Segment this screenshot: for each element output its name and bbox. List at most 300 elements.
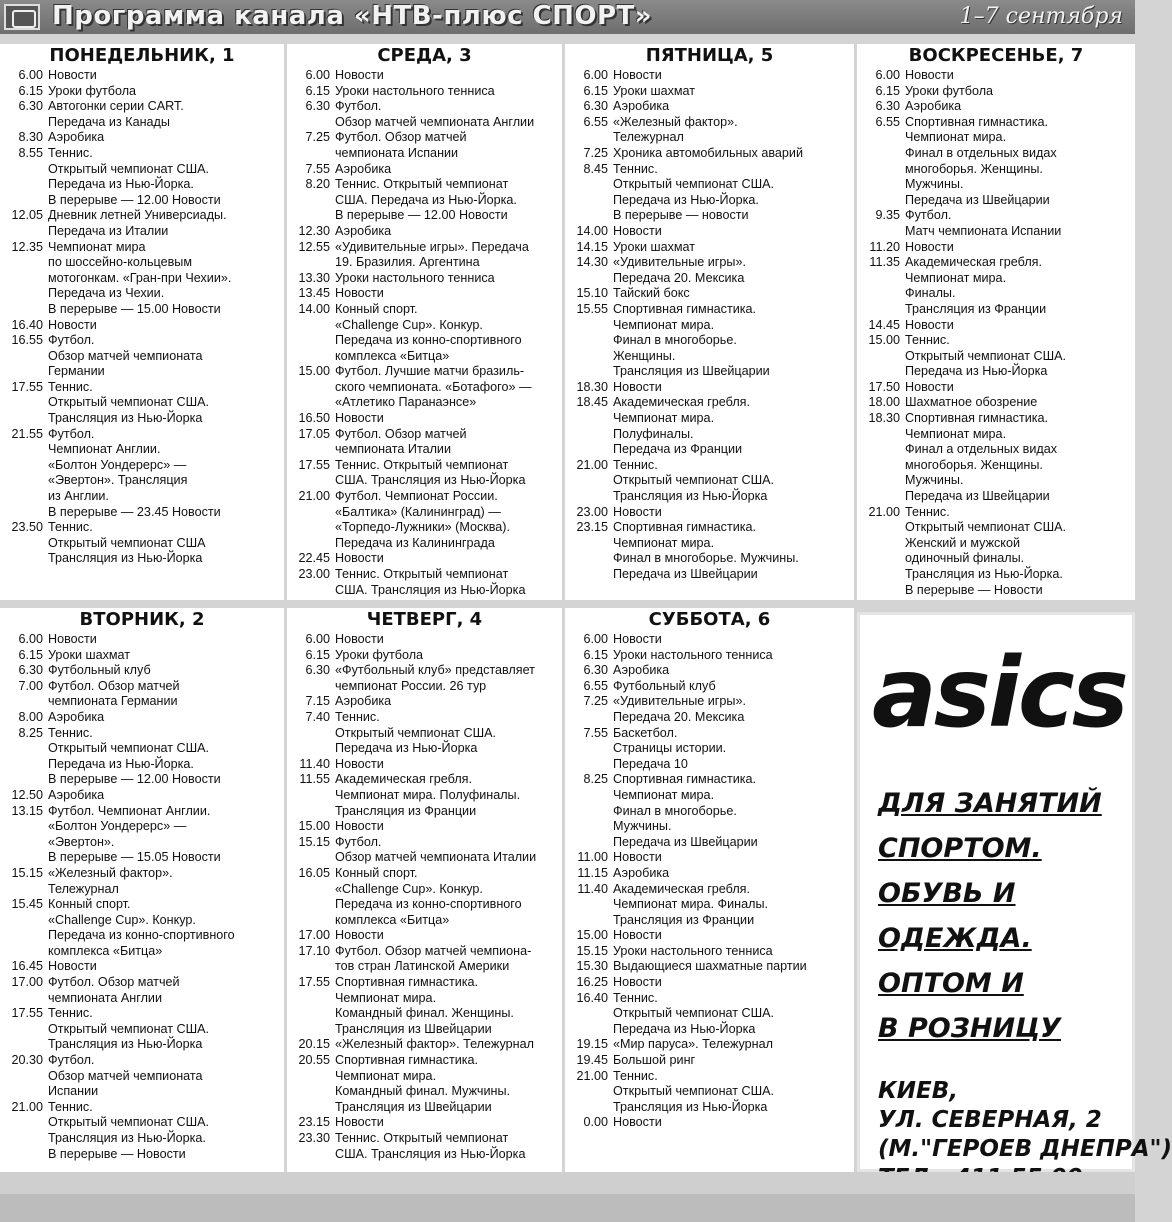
program-time: 6.15 — [875, 83, 900, 98]
ad-line: ОДЕЖДА. — [878, 923, 1032, 954]
program-title: Новости — [48, 632, 97, 646]
program-time: 21.55 — [11, 426, 43, 441]
ad-address-line: КИЕВ, — [878, 1078, 959, 1104]
program-time: 7.25 — [583, 694, 608, 709]
program-item — [857, 318, 1135, 334]
program-item — [565, 663, 854, 679]
program-time: 17.50 — [868, 379, 900, 394]
program-item — [0, 208, 284, 239]
program-title: Уроки настольного тенниса — [613, 647, 773, 662]
program-item — [565, 975, 854, 991]
program-title: Новости — [613, 632, 662, 646]
program-item — [287, 1131, 562, 1162]
program-time: 0.00 — [583, 1115, 608, 1130]
program-item — [287, 551, 562, 567]
program-title: Футбольный клуб — [613, 678, 716, 693]
program-title: Новости — [335, 411, 384, 426]
program-list — [287, 632, 562, 1162]
program-item — [857, 395, 1135, 411]
program-title: Уроки футбола — [335, 647, 424, 662]
footer-bar — [0, 1194, 1135, 1222]
program-title: Уроки настольного тенниса — [335, 270, 495, 285]
program-title: Хроника автомобильных аварий — [613, 145, 803, 160]
program-item — [0, 648, 284, 664]
program-time: 18.00 — [868, 395, 900, 410]
program-item — [0, 710, 284, 726]
program-item — [565, 380, 854, 396]
program-time: 16.05 — [298, 865, 330, 880]
program-list — [0, 68, 284, 567]
program-title: Спортивная гимнастика. Чемпионат мира. Командный финал. Женщины. Трансляция из Швейцарии — [335, 975, 514, 1036]
program-time: 11.35 — [869, 255, 900, 270]
program-time: 6.00 — [18, 632, 43, 646]
program-item — [287, 364, 562, 411]
program-item — [565, 1037, 854, 1053]
program-item — [0, 897, 284, 959]
program-time: 18.45 — [576, 395, 608, 410]
program-item — [565, 520, 854, 582]
program-title: Новости — [335, 1115, 384, 1130]
program-time: 20.55 — [298, 1053, 330, 1068]
program-time: 22.45 — [298, 551, 330, 566]
program-time: 12.55 — [298, 239, 330, 254]
program-title: Теннис. Открытый чемпионат США. Передача из Нью-Йорка. В перерыве — 12.00 Новости — [48, 725, 221, 787]
program-time: 21.00 — [576, 1068, 608, 1083]
program-title: Теннис. Открытый чемпионат США. Трансляция из Нью-Йорка — [335, 567, 526, 597]
program-item — [857, 255, 1135, 317]
program-title: Уроки футбола — [48, 83, 137, 98]
program-item — [287, 489, 562, 551]
program-item — [565, 240, 854, 256]
program-title: «Удивительные игры». Передача 20. Мексика — [613, 255, 746, 285]
asics-logo: asics — [872, 637, 1126, 749]
program-title: «Удивительные игры». Передача 20. Мексика — [613, 694, 746, 724]
program-time: 11.40 — [577, 881, 608, 896]
program-item — [857, 505, 1135, 599]
program-time: 15.55 — [576, 301, 608, 316]
program-title: Новости — [48, 959, 97, 974]
program-item — [565, 648, 854, 664]
program-title: Уроки настольного тенниса — [613, 943, 773, 958]
program-item — [565, 286, 854, 302]
program-time: 13.15 — [11, 803, 43, 818]
program-time: 6.15 — [583, 647, 608, 662]
program-title: Спортивная гимнастика. Чемпионат мира. Финал в многоборье. Мужчины. Передача из Швейцарии — [613, 772, 758, 849]
program-time: 23.30 — [298, 1131, 330, 1145]
program-title: Аэробика — [613, 663, 670, 678]
program-title: Футбол. Чемпионат Англии. «Болтон Уондерерс» — «Эвертон». В перерыве — 15.05 Новости — [48, 803, 221, 865]
program-time: 7.00 — [18, 678, 43, 693]
program-item — [0, 663, 284, 679]
program-title: Спортивная гимнастика. Чемпионат мира. Командный финал. Мужчины. Трансляция из Швейцарии — [335, 1053, 511, 1114]
program-item — [287, 866, 562, 928]
program-time: 6.30 — [875, 99, 900, 114]
day-title: ВТОРНИК, 2 — [79, 609, 205, 630]
program-title: Футбол. Матч чемпионата Испании — [905, 208, 1062, 238]
program-item — [287, 130, 562, 161]
day-column-wednesday — [287, 44, 562, 600]
program-item — [287, 1053, 562, 1115]
program-item — [565, 146, 854, 162]
program-time: 12.30 — [298, 223, 330, 238]
program-time: 23.00 — [298, 567, 330, 581]
program-item — [565, 632, 854, 648]
program-time: 21.00 — [576, 457, 608, 472]
program-item — [0, 380, 284, 427]
program-time: 6.55 — [875, 114, 900, 129]
program-item — [0, 84, 284, 100]
program-title: Уроки шахмат — [48, 647, 131, 662]
program-title: Новости — [335, 928, 384, 943]
program-item — [565, 866, 854, 882]
program-time: 14.00 — [298, 301, 330, 316]
program-title: Новости — [48, 317, 97, 332]
program-item — [287, 632, 562, 648]
program-title: Теннис. Открытый чемпионат США. Трансляция из Нью-Йорка — [48, 1006, 210, 1052]
program-item — [565, 694, 854, 725]
program-item — [0, 632, 284, 648]
program-title: Новости — [905, 379, 954, 394]
program-time: 17.55 — [298, 975, 330, 990]
program-title: Новости — [613, 504, 662, 519]
program-item — [565, 726, 854, 773]
program-time: 19.45 — [576, 1053, 608, 1068]
program-time: 15.00 — [298, 819, 330, 834]
program-item — [0, 1100, 284, 1162]
program-title: Новости — [905, 239, 954, 254]
program-time: 16.45 — [11, 959, 43, 974]
program-time: 6.30 — [305, 99, 330, 114]
program-time: 20.30 — [11, 1053, 43, 1068]
program-title: «Железный фактор». Тележурнал — [335, 1037, 534, 1052]
program-item — [565, 991, 854, 1038]
day-title: СРЕДА, 3 — [377, 45, 472, 66]
program-title: Уроки настольного тенниса — [335, 83, 495, 98]
program-title: Теннис. Открытый чемпионат США. Трансляция из Нью-Йорка — [335, 457, 526, 488]
program-item — [287, 240, 562, 271]
program-title: Футбол. Обзор матчей чемпионата Италии — [335, 834, 537, 865]
program-title: Дневник летней Универсиады. Передача из Италии — [48, 208, 227, 238]
program-time: 20.15 — [298, 1037, 330, 1052]
program-item — [0, 1053, 284, 1100]
program-time: 7.25 — [305, 130, 330, 145]
program-item — [565, 1053, 854, 1069]
program-title: Футбол. Обзор матчей чемпиона- тов стран Латинской Америки — [335, 943, 532, 974]
program-item — [565, 224, 854, 240]
program-item — [565, 255, 854, 286]
program-title: Новости — [613, 223, 662, 238]
program-time: 6.30 — [583, 663, 608, 678]
program-item — [0, 679, 284, 710]
program-title: Академическая гребля. Чемпионат мира. Финалы. Трансляция из Франции — [613, 881, 769, 927]
program-title: Новости — [613, 68, 662, 82]
program-time: 19.15 — [576, 1037, 608, 1052]
program-item — [0, 866, 284, 897]
ad-address-line: УЛ. СЕВЕРНАЯ, 2 — [878, 1107, 1102, 1133]
program-title: Академическая гребля. Чемпионат мира. Финалы. Трансляция из Франции — [905, 255, 1047, 316]
program-title: Конный спорт. «Challenge Cup». Конкур. Передача из конно-спортивного комплекса «Битца» — [335, 865, 522, 927]
program-item — [0, 788, 284, 804]
program-item — [857, 411, 1135, 505]
program-item — [565, 302, 854, 380]
ad-line: ОПТОМ И — [878, 968, 1024, 999]
program-title: Теннис. Открытый чемпионат США. Передача из Нью-Йорка — [613, 990, 775, 1036]
program-title: Футбол. Обзор матчей чемпионата Испании — [335, 130, 467, 160]
program-time: 15.10 — [576, 286, 608, 301]
program-time: 17.00 — [11, 975, 43, 990]
program-time: 15.15 — [298, 834, 330, 849]
day-title: ВОСКРЕСЕНЬЕ, 7 — [908, 45, 1084, 66]
program-item — [287, 694, 562, 710]
program-item — [565, 882, 854, 929]
program-item — [0, 427, 284, 521]
program-time: 14.00 — [576, 223, 608, 238]
program-time: 6.00 — [583, 68, 608, 82]
program-list — [857, 68, 1135, 598]
program-item — [565, 99, 854, 115]
program-title: Выдающиеся шахматные партии — [613, 959, 807, 974]
program-item — [565, 395, 854, 457]
program-time: 6.30 — [305, 663, 330, 678]
program-title: Теннис. Открытый чемпионат США. Передача из Нью-Йорка. В перерыве — 12.00 Новости — [48, 145, 221, 207]
program-title: Уроки шахмат — [613, 239, 696, 254]
program-time: 16.25 — [576, 975, 608, 990]
program-title: Аэробика — [335, 694, 392, 709]
program-time: 17.55 — [11, 1006, 43, 1021]
program-time: 16.55 — [11, 333, 43, 348]
program-item — [287, 975, 562, 1037]
program-time: 13.30 — [298, 270, 330, 285]
program-title: Новости — [905, 317, 954, 332]
program-item — [857, 333, 1135, 380]
program-item — [0, 1006, 284, 1053]
program-item — [565, 1069, 854, 1116]
program-item — [287, 1037, 562, 1053]
program-title: Новости — [335, 632, 384, 646]
program-time: 8.20 — [305, 177, 330, 192]
program-item — [287, 411, 562, 427]
program-time: 17.05 — [298, 426, 330, 441]
day-title: СУББОТА, 6 — [648, 609, 771, 630]
program-item — [287, 944, 562, 975]
program-item — [0, 146, 284, 208]
program-time: 11.20 — [869, 239, 900, 254]
program-time: 13.45 — [298, 286, 330, 301]
program-item — [857, 115, 1135, 209]
program-item — [287, 286, 562, 302]
program-title: «Футбольный клуб» представляет чемпионат России. 26 тур — [335, 663, 535, 693]
program-title: Теннис. Открытый чемпионат США. Передача из Нью-Йорка. В перерыве — новости — [613, 161, 775, 223]
program-time: 15.00 — [576, 928, 608, 943]
program-item — [0, 804, 284, 866]
program-time: 17.55 — [11, 379, 43, 394]
program-title: Теннис. Открытый чемпионат США. Трансляция из Нью-Йорка. В перерыве — Новости — [48, 1099, 210, 1161]
program-item — [287, 458, 562, 489]
program-item — [287, 928, 562, 944]
program-item — [287, 1115, 562, 1131]
program-item — [287, 162, 562, 178]
program-item — [287, 302, 562, 364]
program-time: 14.30 — [576, 255, 608, 270]
program-time: 8.45 — [583, 161, 608, 176]
tv-logo-icon — [4, 4, 40, 30]
program-title: Аэробика — [335, 223, 392, 238]
program-item — [857, 84, 1135, 100]
program-time: 17.00 — [298, 928, 330, 943]
program-title: Футбол. Лучшие матчи бразиль- ского чемпионата. «Ботафого» — «Атлетико Паранаэнсе» — [335, 364, 532, 410]
program-title: Академическая гребля. Чемпионат мира. Полуфиналы. Трансляция из Франции — [335, 772, 521, 818]
program-item — [287, 224, 562, 240]
program-title: Баскетбол. Страницы истории. Передача 10 — [613, 725, 727, 771]
program-time: 8.25 — [583, 772, 608, 787]
program-time: 11.40 — [299, 756, 330, 771]
program-time: 15.00 — [298, 364, 330, 379]
program-time: 8.30 — [18, 130, 43, 145]
program-title: Теннис. Открытый чемпионат США. Передача из Нью-Йорка — [335, 709, 497, 756]
program-title: Теннис. Открытый чемпионат США. Трансляция из Нью-Йорка — [335, 1131, 526, 1161]
ad-line: СПОРТОМ. — [878, 833, 1042, 864]
program-time: 21.00 — [11, 1099, 43, 1114]
program-title: Теннис. Открытый чемпионат США. Передача из Нью-Йорка. В перерыве — 12.00 Новости — [335, 177, 517, 223]
program-title: Теннис. Открытый чемпионат США. Трансляция из Нью-Йорка — [613, 1068, 775, 1114]
program-title: Футбол. Обзор матчей чемпионата Германии — [48, 333, 203, 379]
program-item — [0, 99, 284, 130]
program-time: 16.50 — [298, 411, 330, 426]
program-item — [287, 567, 562, 598]
program-list — [287, 68, 562, 598]
program-time: 17.55 — [298, 457, 330, 472]
program-time: 6.00 — [305, 68, 330, 82]
program-time: 21.00 — [868, 504, 900, 519]
program-item — [0, 240, 284, 318]
program-title: Тайский бокс — [613, 286, 690, 301]
program-title: Конный спорт. «Challenge Cup». Конкур. Передача из конно-спортивного комплекса «Битца» — [48, 897, 235, 958]
program-title: Уроки шахмат — [613, 83, 696, 98]
program-item — [287, 710, 562, 757]
program-title: «Мир паруса». Тележурнал — [613, 1037, 773, 1052]
program-title: Новости — [335, 819, 384, 834]
program-time: 6.15 — [18, 83, 43, 98]
program-item — [0, 68, 284, 84]
program-title: Теннис. Открытый чемпионат США. Трансляция из Нью-Йорка — [48, 379, 210, 426]
program-title: Футбольный клуб — [48, 663, 151, 678]
program-item — [0, 130, 284, 146]
program-time: 18.30 — [576, 379, 608, 394]
program-item — [287, 819, 562, 835]
program-time: 11.15 — [577, 865, 608, 880]
program-time: 9.35 — [875, 208, 900, 223]
program-item — [0, 726, 284, 788]
program-time: 6.00 — [305, 632, 330, 646]
day-title: ПЯТНИЦА, 5 — [645, 45, 774, 66]
program-title: Новости — [335, 68, 384, 82]
ad-line: ДЛЯ ЗАНЯТИЙ — [878, 788, 1102, 819]
day-column-sunday — [857, 44, 1135, 600]
program-time: 7.15 — [305, 694, 330, 709]
program-item — [565, 505, 854, 521]
program-title: Футбол. Обзор матчей чемпионата Германии — [48, 678, 180, 709]
program-title: Спортивная гимнастика. Чемпионат мира. Финал а отдельных видах многоборья. Женщины. Мужчины. Передача из Швейцарии — [905, 411, 1058, 504]
ad-slogan — [878, 781, 1102, 1051]
program-time: 15.15 — [11, 865, 43, 880]
program-title: Конный спорт. «Challenge Cup». Конкур. Передача из конно-спортивного комплекса «Битца» — [335, 301, 522, 363]
program-title: Чемпионат мира по шоссейно-кольцевым мотогонкам. «Гран-при Чехии». Передача из Чехии. В перерыве — 15.00 Новости — [48, 239, 232, 316]
program-title: Аэробика — [48, 709, 105, 724]
program-time: 6.00 — [18, 68, 43, 82]
page-header — [0, 0, 1135, 34]
program-list — [565, 68, 854, 583]
program-time: 7.40 — [305, 709, 330, 724]
program-title: Новости — [335, 551, 384, 566]
day-column-saturday — [565, 608, 854, 1172]
program-time: 7.55 — [305, 161, 330, 176]
program-time: 6.00 — [875, 68, 900, 82]
program-item — [287, 772, 562, 819]
program-list — [565, 632, 854, 1131]
program-item — [0, 975, 284, 1006]
program-time: 6.30 — [583, 99, 608, 114]
program-title: Новости — [905, 68, 954, 82]
program-item — [287, 835, 562, 866]
program-time: 6.55 — [583, 678, 608, 693]
program-time: 6.30 — [18, 99, 43, 114]
program-item — [857, 208, 1135, 239]
program-item — [0, 959, 284, 975]
program-title: Новости — [48, 68, 97, 82]
program-item — [857, 380, 1135, 396]
program-time: 21.00 — [298, 489, 330, 504]
program-item — [565, 1115, 854, 1131]
program-time: 6.15 — [583, 83, 608, 98]
program-title: «Железный фактор». Тележурнал — [613, 114, 738, 145]
program-time: 11.00 — [577, 850, 608, 865]
program-time: 7.25 — [583, 145, 608, 160]
ad-line: В РОЗНИЦУ — [878, 1013, 1061, 1044]
program-time: 14.45 — [868, 317, 900, 332]
program-time: 6.15 — [305, 83, 330, 98]
program-title: Аэробика — [335, 161, 392, 176]
program-item — [565, 162, 854, 224]
program-item — [857, 240, 1135, 256]
program-title: Уроки футбола — [905, 83, 994, 98]
program-title: Новости — [613, 850, 662, 865]
program-title: Футбол. Обзор матчей чемпионата Англии — [48, 975, 180, 1005]
program-title: Спортивная гимнастика. Чемпионат мира. Финал в многоборье. Женщины. Трансляция из Швейцарии — [613, 301, 770, 379]
program-title: Теннис. Открытый чемпионат США. Трансляция из Нью-Йорка — [613, 457, 775, 504]
program-title: Академическая гребля. Чемпионат мира. Полуфиналы. Передача из Франции — [613, 395, 750, 457]
program-item — [0, 333, 284, 380]
program-time: 15.00 — [868, 333, 900, 348]
day-column-thursday — [287, 608, 562, 1172]
program-title: Новости — [613, 1115, 662, 1130]
program-title: Футбол. Обзор матчей чемпионата Италии — [335, 426, 467, 457]
program-item — [0, 318, 284, 334]
program-title: Футбол. Чемпионат Англии. «Болтон Уондерерс» — «Эвертон». Трансляция из Англии. В перерыве — 23.45 Новости — [48, 426, 221, 519]
program-title: «Железный фактор». Тележурнал — [48, 865, 173, 896]
day-title: ПОНЕДЕЛЬНИК, 1 — [49, 45, 235, 66]
program-title: Аэробика — [48, 130, 105, 145]
day-column-monday — [0, 44, 284, 600]
program-title: Теннис. Открытый чемпионат США Трансляция из Нью-Йорка — [48, 520, 206, 566]
program-title: Большой ринг — [613, 1053, 696, 1068]
program-time: 23.15 — [576, 520, 608, 535]
program-item — [565, 84, 854, 100]
program-time: 6.00 — [583, 632, 608, 646]
date-range: 1–7 сентября — [959, 4, 1123, 29]
program-time: 23.15 — [298, 1115, 330, 1130]
day-column-tuesday — [0, 608, 284, 1172]
program-title: Спортивная гимнастика. Чемпионат мира. Финал в отдельных видах многоборья. Женщины. Мужчины. Передача из Швейцарии — [905, 114, 1057, 207]
